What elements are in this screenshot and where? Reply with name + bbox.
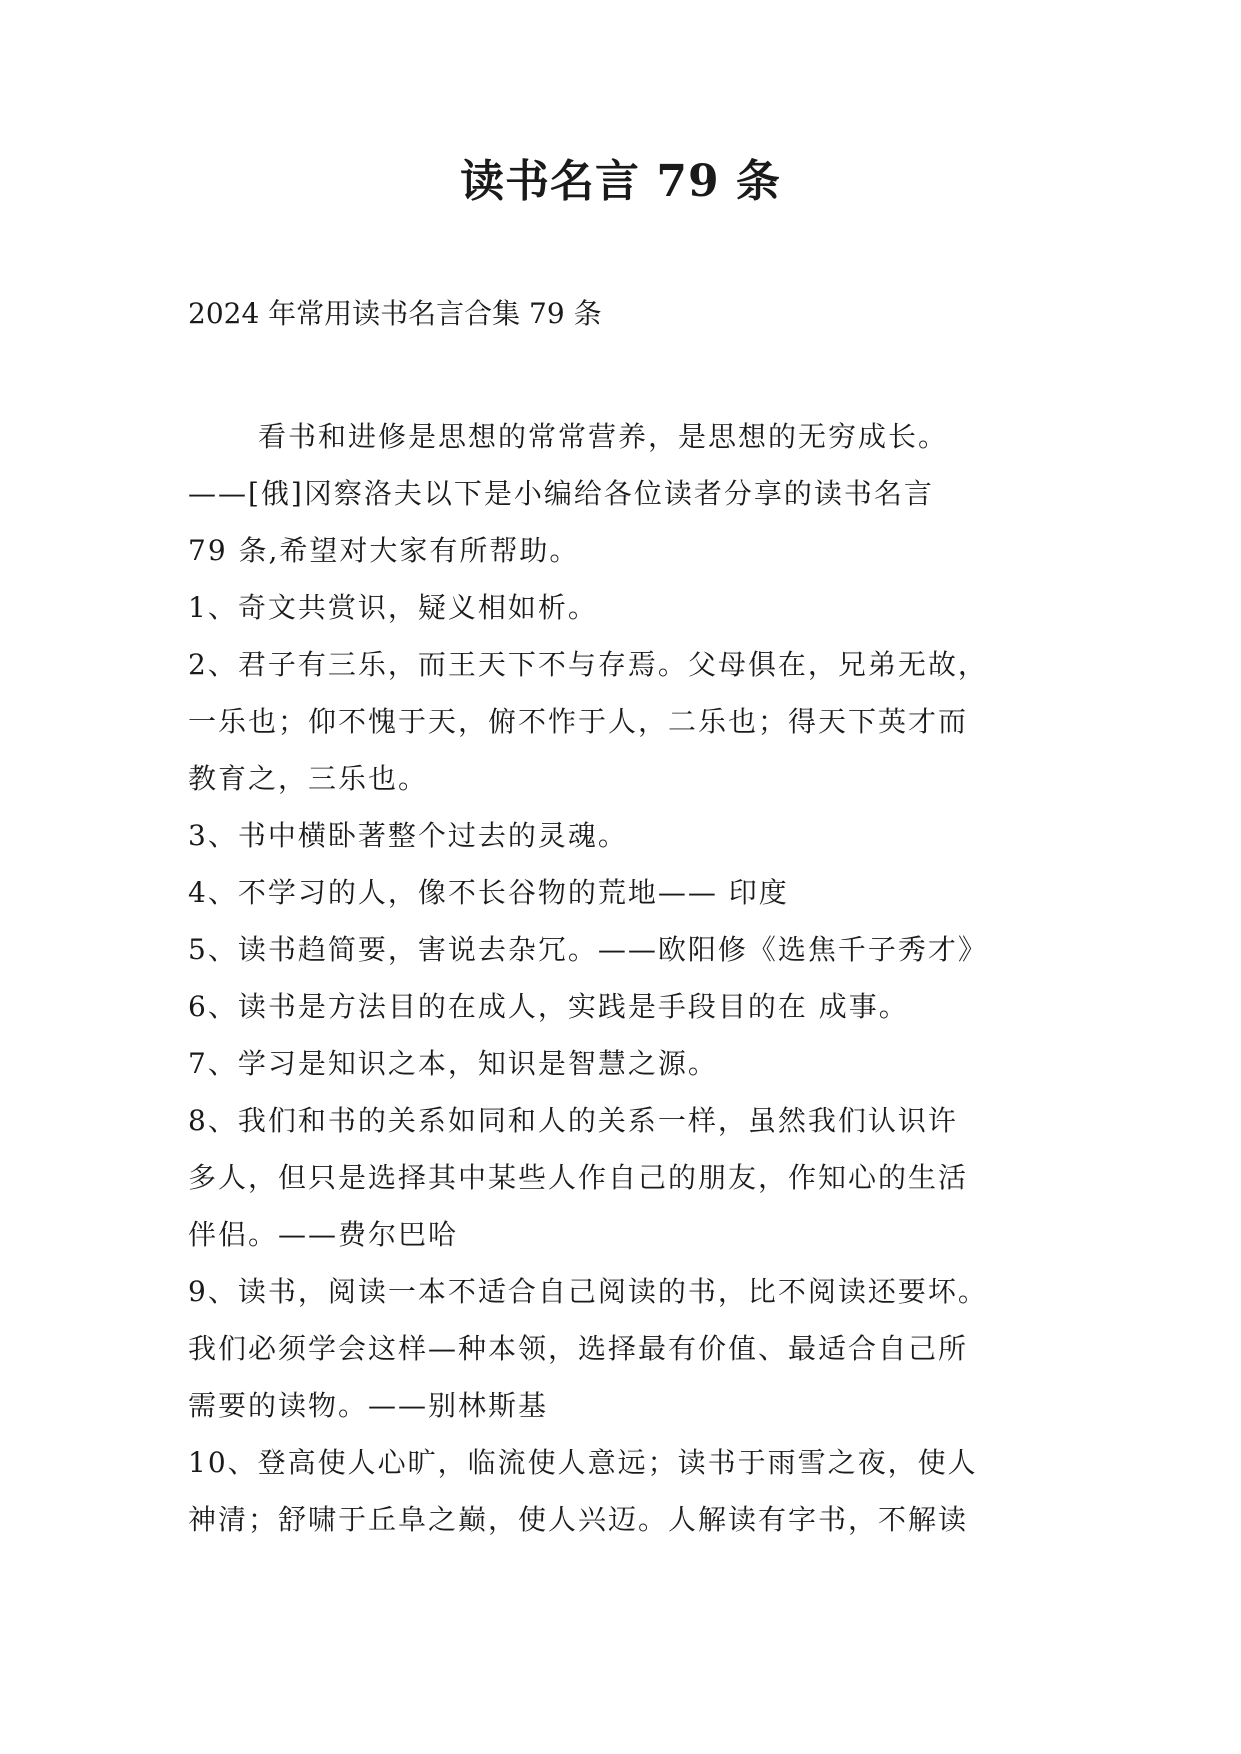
paragraph-line: 看书和进修是思想的常常营养，是思想的无穷成长。 [258,420,949,453]
document-title: 读书名言 79 条 [460,156,781,207]
quote-line: 6、读书是方法目的在成人，实践是手段目的在 成事。 [188,990,909,1023]
quote-line: 7、学习是知识之本，知识是智慧之源。 [188,1047,718,1080]
quote-line: 我们必须学会这样—种本领，选择最有价值、最适合自己所 [188,1332,969,1365]
document-subtitle: 2024 年常用读书名言合集 79 条 [188,297,602,330]
quote-line: 5、读书趋简要，害说去杂冗。——欧阳修《选焦千子秀才》 [188,933,988,966]
quote-line: 教育之，三乐也。 [188,762,429,795]
document-body [188,408,1078,1548]
quote-line: 10、登高使人心旷，临流使人意远；读书于雨雪之夜，使人 [188,1446,978,1479]
quote-line: 3、书中横卧著整个过去的灵魂。 [188,819,628,852]
quote-line: 8、我们和书的关系如同和人的关系一样，虽然我们认识许 [188,1104,958,1137]
quote-line: 2、君子有三乐，而王天下不与存焉。父母俱在，兄弟无故， [188,648,988,681]
quote-line: 需要的读物。——别林斯基 [188,1389,549,1422]
quote-line: 4、不学习的人，像不长谷物的荒地—— 印度 [188,876,789,909]
quote-line: 伴侣。——费尔巴哈 [188,1218,459,1251]
quote-line: 多人，但只是选择其中某些人作自己的朋友，作知心的生活 [188,1161,969,1194]
paragraph-line: 79 条,希望对大家有所帮助。 [188,534,580,567]
quote-line: 一乐也；仰不愧于天，俯不怍于人，二乐也；得天下英才而 [188,705,969,738]
quote-line: 9、读书，阅读一本不适合自己阅读的书，比不阅读还要坏。 [188,1275,988,1308]
paragraph-line: ——[俄]冈察洛夫以下是小编给各位读者分享的读书名言 [188,477,934,510]
quote-line: 1、奇文共赏识，疑义相如析。 [188,591,598,624]
quote-line: 神清；舒啸于丘阜之巅，使人兴迈。人解读有字书，不解读 [188,1503,969,1536]
